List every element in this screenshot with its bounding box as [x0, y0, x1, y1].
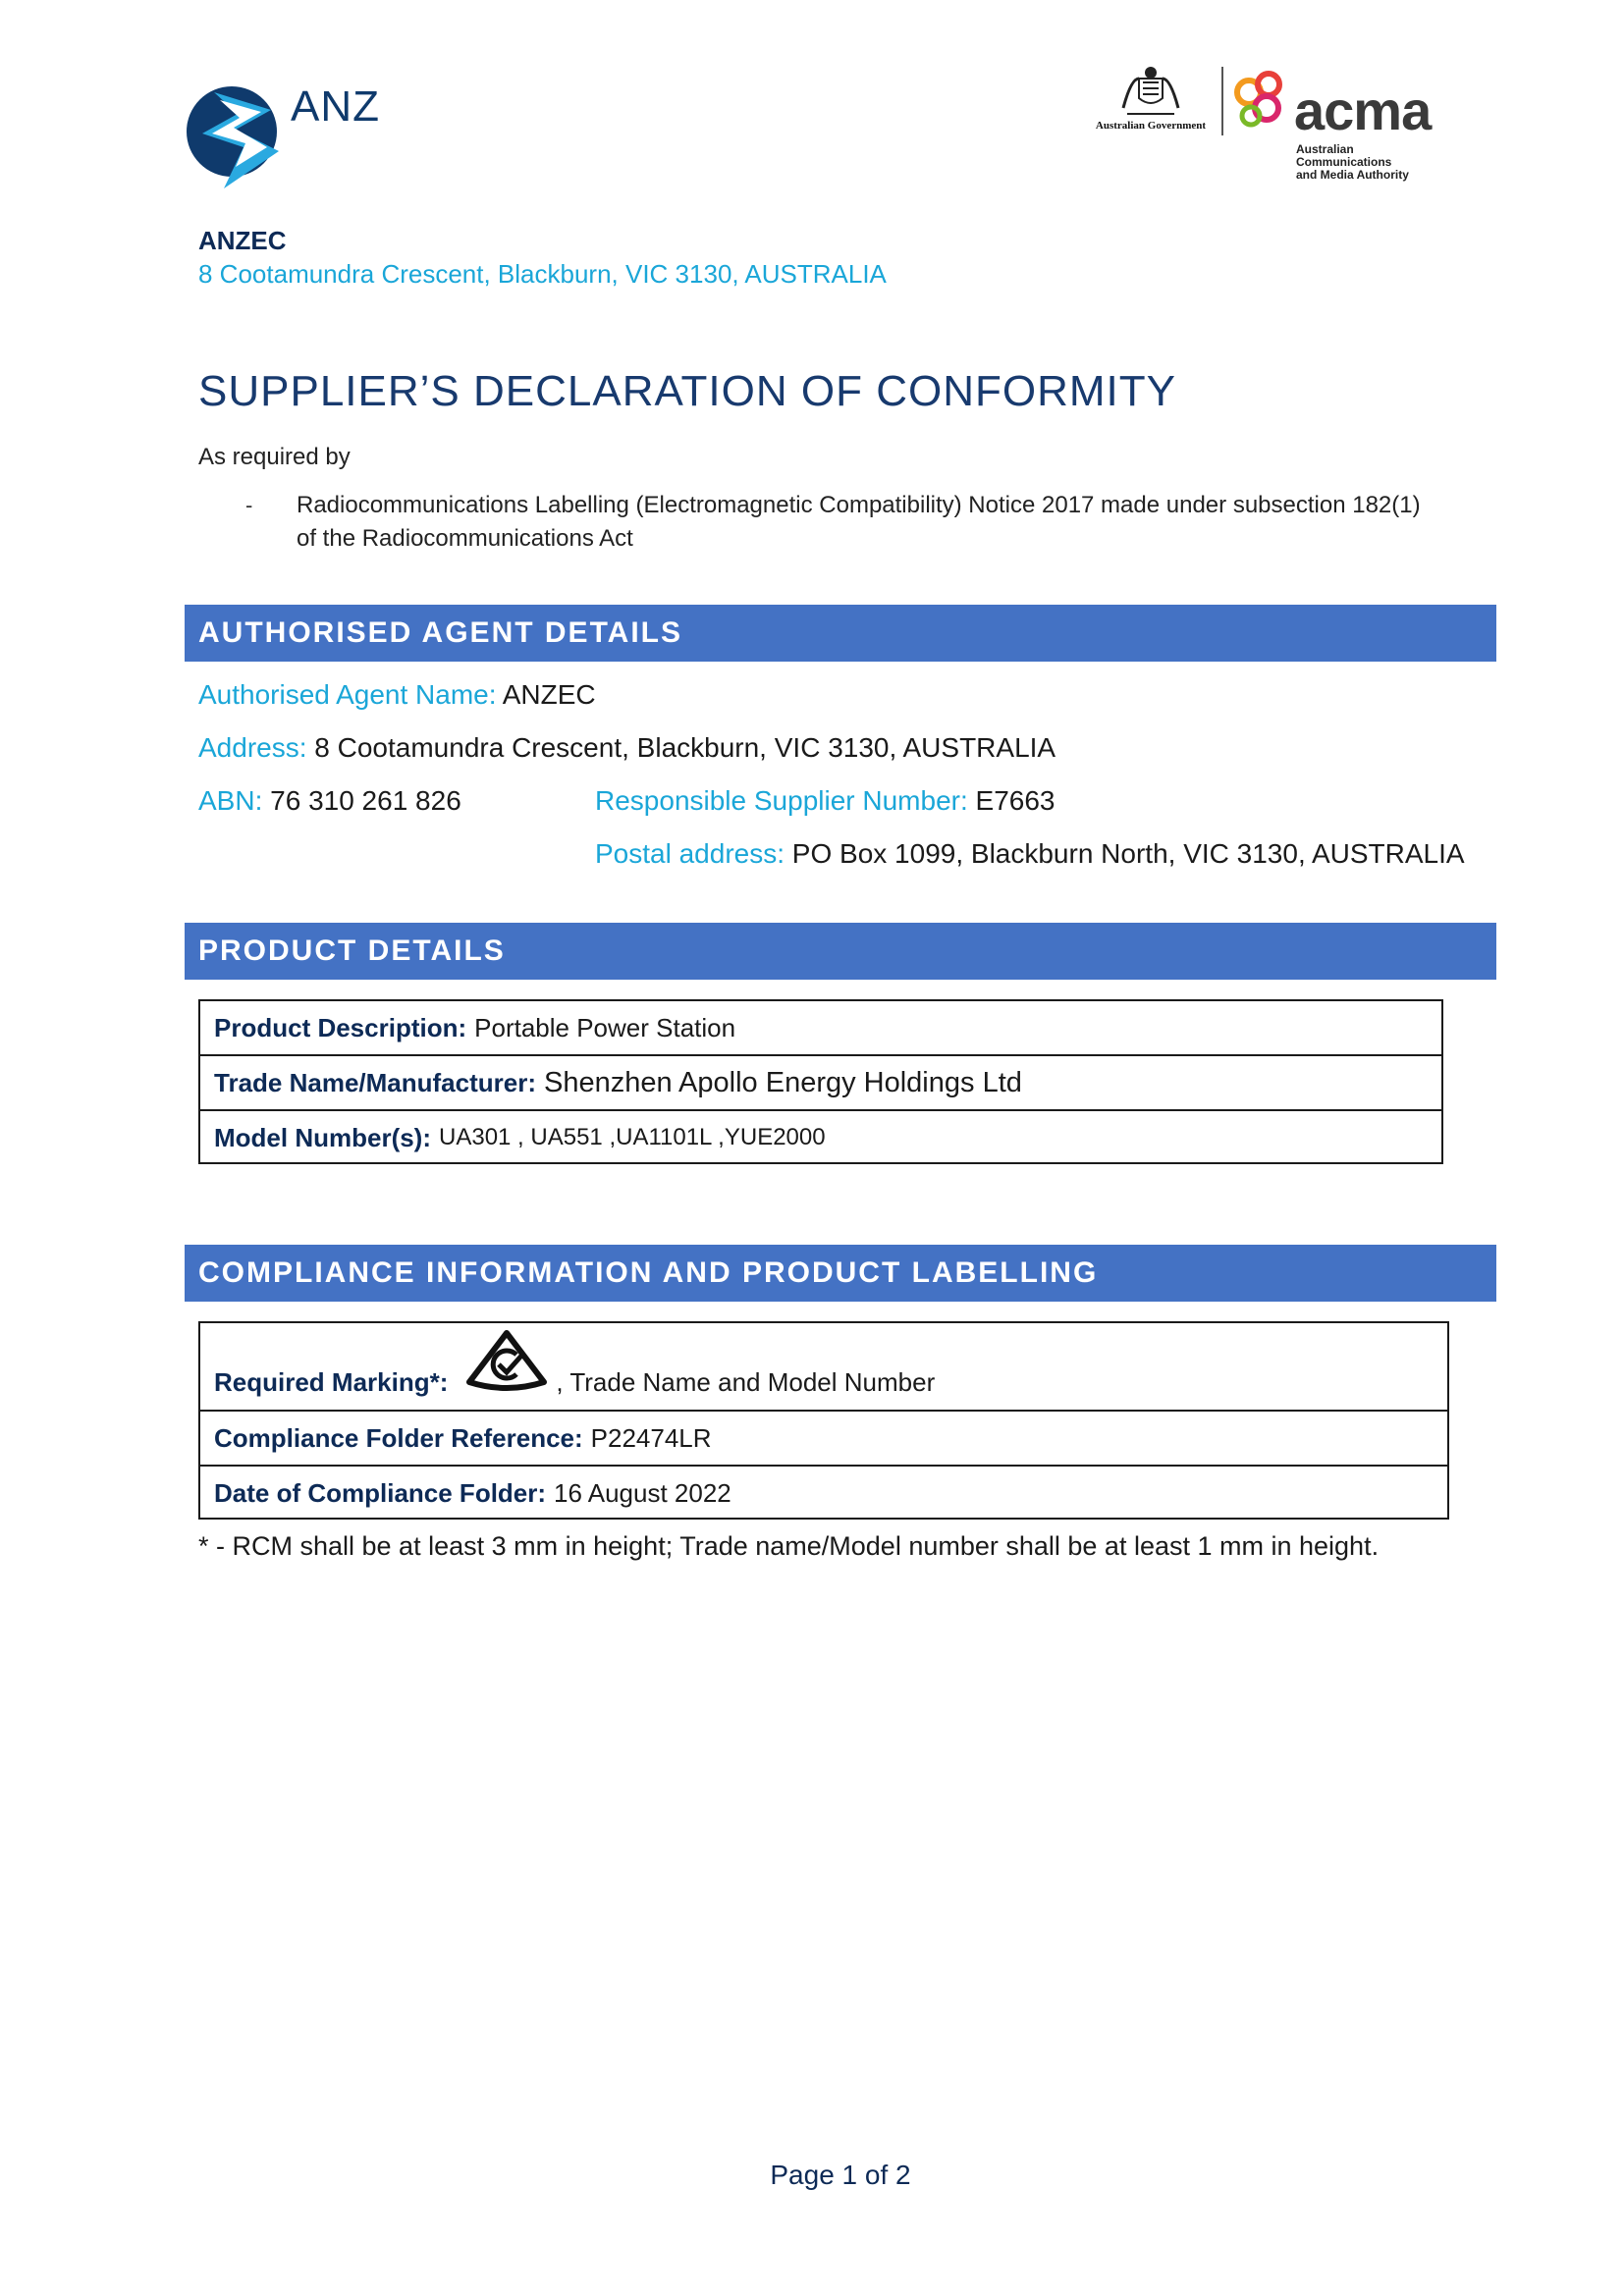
required-marking-label: Required Marking*: — [214, 1367, 449, 1397]
section-product-details: PRODUCT DETAILS — [185, 923, 1496, 980]
agent-postal-row — [595, 838, 1465, 870]
acma-wordmark: acma — [1294, 80, 1432, 141]
compliance-folder-date-label: Date of Compliance Folder: — [214, 1477, 547, 1508]
model-number-value: UA301 , UA551 ,UA1101L ,YUE2000 — [439, 1124, 826, 1150]
compliance-table — [198, 1321, 1449, 1520]
logo-divider — [1221, 67, 1223, 135]
agent-name-row — [198, 679, 596, 711]
agent-supplier-number-row — [595, 785, 1056, 817]
anz-brand-text: ANZ — [291, 82, 380, 131]
agent-address-label: Address: — [198, 732, 315, 763]
compliance-folder-reference-label: Compliance Folder Reference: — [214, 1422, 583, 1453]
postal-address-value: PO Box 1099, Blackburn North, VIC 3130, AUSTRALIA — [791, 838, 1465, 869]
australian-government-logo — [1088, 65, 1214, 137]
agent-abn-value: 76 310 261 826 — [270, 785, 461, 816]
rcm-footnote: * - RCM shall be at least 3 mm in height; Trade name/Model number shall be at least 1 mm in height. — [198, 1531, 1380, 1561]
model-number-label: Model Number(s): — [214, 1122, 431, 1152]
agent-name-value: ANZEC — [502, 679, 596, 710]
required-by-item — [297, 489, 1494, 556]
required-marking-row — [200, 1323, 1447, 1410]
company-name: ANZEC — [198, 226, 287, 255]
product-description-row — [200, 1001, 1441, 1054]
anz-logo-icon — [185, 73, 283, 188]
postal-address-label: Postal address: — [595, 838, 792, 869]
model-number-row — [200, 1109, 1441, 1164]
section-compliance: COMPLIANCE INFORMATION AND PRODUCT LABELLING — [185, 1245, 1496, 1302]
trade-name-row — [200, 1054, 1441, 1109]
agent-abn-row — [198, 785, 461, 817]
required-by-line-1: Radiocommunications Labelling (Electromagnetic Compatibility) Notice 2017 made under subsection 182(1) — [297, 492, 1421, 518]
compliance-folder-date-value: 16 August 2022 — [554, 1477, 731, 1508]
rcm-mark-icon — [465, 1329, 548, 1394]
acma-subtitle — [1296, 143, 1409, 182]
acma-sub-line-1: Australian — [1296, 142, 1354, 156]
agent-abn-label: ABN: — [198, 785, 271, 816]
trade-name-label: Trade Name/Manufacturer: — [214, 1067, 536, 1097]
agent-name-label: Authorised Agent Name: — [198, 679, 503, 710]
document-title: SUPPLIER’S DECLARATION OF CONFORMITY — [198, 367, 1176, 415]
product-description-value: Portable Power Station — [474, 1012, 736, 1042]
australian-government-text: Australian Government — [1095, 120, 1207, 132]
agent-address-value: 8 Cootamundra Crescent, Blackburn, VIC 3130, AUSTRALIA — [314, 732, 1056, 763]
acma-sub-line-3: and Media Authority — [1296, 168, 1409, 182]
supplier-number-value: E7663 — [975, 785, 1056, 816]
compliance-folder-date-row — [200, 1465, 1447, 1520]
section-authorised-agent: AUTHORISED AGENT DETAILS — [185, 605, 1496, 662]
bullet-dash: - — [245, 493, 253, 517]
product-details-table — [198, 999, 1443, 1164]
supplier-number-label: Responsible Supplier Number: — [595, 785, 976, 816]
required-marking-value: , Trade Name and Model Number — [556, 1367, 936, 1397]
company-address: 8 Cootamundra Crescent, Blackburn, VIC 3130, AUSTRALIA — [198, 259, 887, 289]
australian-government-crest-icon — [1119, 65, 1182, 120]
page-number: Page 1 of 2 — [770, 2160, 911, 2190]
compliance-folder-reference-value: P22474LR — [590, 1422, 712, 1453]
acma-sub-line-2: Communications — [1296, 155, 1392, 169]
agent-address-row — [198, 732, 1056, 764]
product-description-label: Product Description: — [214, 1012, 467, 1042]
required-by-intro: As required by — [198, 444, 351, 470]
compliance-folder-reference-row — [200, 1410, 1447, 1465]
trade-name-value: Shenzhen Apollo Energy Holdings Ltd — [543, 1066, 1022, 1098]
required-by-line-2: of the Radiocommunications Act — [297, 525, 633, 552]
